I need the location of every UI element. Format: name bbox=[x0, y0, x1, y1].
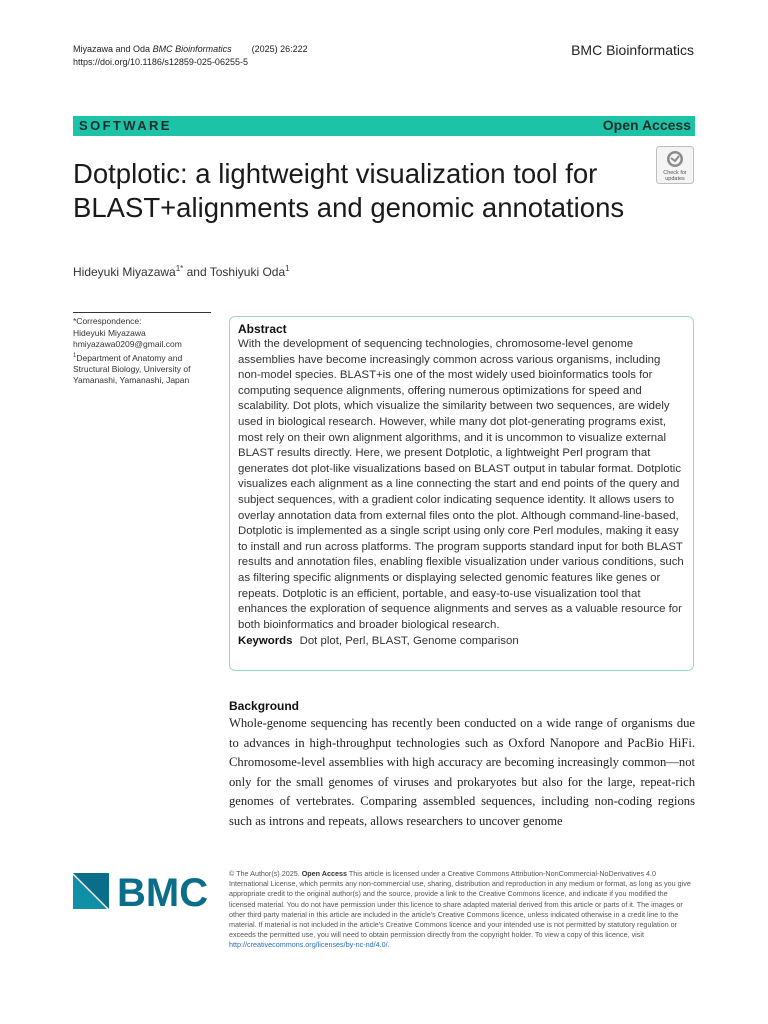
license-text: This article is licensed under a Creative Commons Attribution-NonCommercial-NoDerivatives 4.0 International License, which permits any non-commercial use, sharing, distribution and reproduction in any medium or format, as long as you give appropriate credit to the original author(s) and the source, provide a link to the Creative Commons licence, and indicate if you modified the licensed material. You do not have permission under this licence to share adapted material derived from this article or parts of it. The images or other third party material in this article are included in the article's Creative Commons licence, unless indicated otherwise in a credit line to the material. If material is not included in the article's Creative Commons licence and your intended use is not permitted by statutory regulation or exceeds the permitted use, you will need to obtain permission directly from the copyright holder. To view a copy of this licence, visit bbox=[229, 869, 691, 940]
keywords-line bbox=[238, 635, 685, 647]
author-1-sup: 1* bbox=[175, 264, 184, 273]
running-header bbox=[73, 43, 308, 69]
check-updates-line2: updates bbox=[665, 176, 685, 182]
affiliation bbox=[73, 351, 211, 387]
abstract-box bbox=[229, 316, 694, 671]
background-heading: Background bbox=[229, 699, 300, 713]
open-access-label: Open Access bbox=[602, 117, 691, 133]
author-2: Toshiyuki Oda bbox=[209, 265, 286, 279]
abstract-text: With the development of sequencing technologies, chromosome-level genome assemblies have become increasingly common across various organisms, including non-model species. BLAST+is one of the most widely used bioinformatics tools for computing sequence alignments, offering numerous optimizations for speed and scalability. Dot plots, which visualize the similarity between two sequences, are widely used in biological research. However, while many dot plot-generating programs exist, most rely on their own alignment algorithms, and it is uncommon to visualize external BLAST results directly. Here, we present Dotplotic, a lightweight Perl program that generates dot plot-like visualizations based on BLAST output in tabular format. Dotplotic visualizes each alignment as a line connecting the start and end points of the query and subject sequences, with a gradient color indicating sequence identity. It allows users to overlay annotation data from external files onto the plot. Although command-line-based, Dotplotic is implemented as a single script using only core Perl modules, making it easy to install and run across platforms. The program supports standard input for both BLAST results and annotation files, enabling flexible visualization under various conditions, such as filtering specific alignments or displaying selected genomic features like genes or repeats. Dotplotic is an efficient, portable, and easy-to-use visualization tool that enhances the exploration of sequence alignments and serves as a valuable resource for both bioinformatics and broader biological research. bbox=[238, 338, 684, 631]
keywords-list: Dot plot, Perl, BLAST, Genome comparison bbox=[299, 635, 519, 648]
check-updates-line1: Check for bbox=[663, 170, 687, 176]
author-2-sup: 1 bbox=[285, 264, 290, 273]
correspondence-sidebar bbox=[73, 312, 211, 387]
copyright: © The Author(s) 2025. bbox=[229, 869, 300, 878]
journal-name: BMC Bioinformatics bbox=[571, 42, 694, 58]
affiliation-sup: 1 bbox=[73, 352, 77, 359]
author-1: Hideyuki Miyazawa bbox=[73, 265, 176, 279]
article-title: Dotplotic: a lightweight visualization tool for BLAST+alignments and genomic annotations bbox=[73, 158, 625, 223]
header-citation: (2025) 26:222 bbox=[251, 44, 308, 54]
correspondence-label: *Correspondence: bbox=[73, 316, 142, 326]
author-and: and bbox=[183, 265, 210, 279]
correspondence-name: Hideyuki Miyazawa bbox=[73, 327, 146, 338]
header-journal: BMC Bioinformatics bbox=[152, 44, 232, 54]
license-url[interactable]: http://creativecommons.org/licenses/by-nc-nd/4.0/. bbox=[229, 940, 390, 950]
article-type-band bbox=[73, 116, 695, 136]
correspondence-email[interactable]: hmiyazawa0209@gmail.com bbox=[73, 339, 182, 349]
header-authors: Miyazawa and Oda bbox=[73, 44, 151, 54]
author-line bbox=[73, 264, 290, 279]
license-notice bbox=[229, 869, 695, 951]
bmc-logo-text: BMC bbox=[117, 873, 209, 911]
citation-line bbox=[73, 43, 308, 56]
abstract-heading: Abstract bbox=[238, 322, 287, 336]
bmc-logo-mark bbox=[73, 873, 218, 911]
bmc-logo bbox=[73, 873, 218, 911]
article-type-label: SOFTWARE bbox=[79, 118, 172, 133]
license-open-access: Open Access bbox=[301, 869, 347, 878]
check-for-updates-badge[interactable] bbox=[656, 146, 694, 184]
keywords-label: Keywords bbox=[238, 635, 293, 648]
header-doi[interactable]: https://doi.org/10.1186/s12859-025-06255-5 bbox=[73, 57, 248, 67]
affiliation-text: Department of Anatomy and Structural Biology, University of Yamanashi, Yamanashi, Japan bbox=[73, 352, 191, 386]
background-text: Whole-genome sequencing has recently been conducted on a wide range of organisms due to advances in high-throughput technologies such as Oxford Nanopore and PacBio HiFi. Chromosome-level assemblies with high accuracy are becoming increasingly common—not only for the small genomes of viruses and prokaryotes but also for the large, repeat-rich genomes of vertebrates. Comparing assembled sequences, including non-coding regions such as introns and repeats, allows researchers to uncover genome bbox=[229, 716, 695, 828]
check-updates-icon bbox=[656, 146, 694, 184]
